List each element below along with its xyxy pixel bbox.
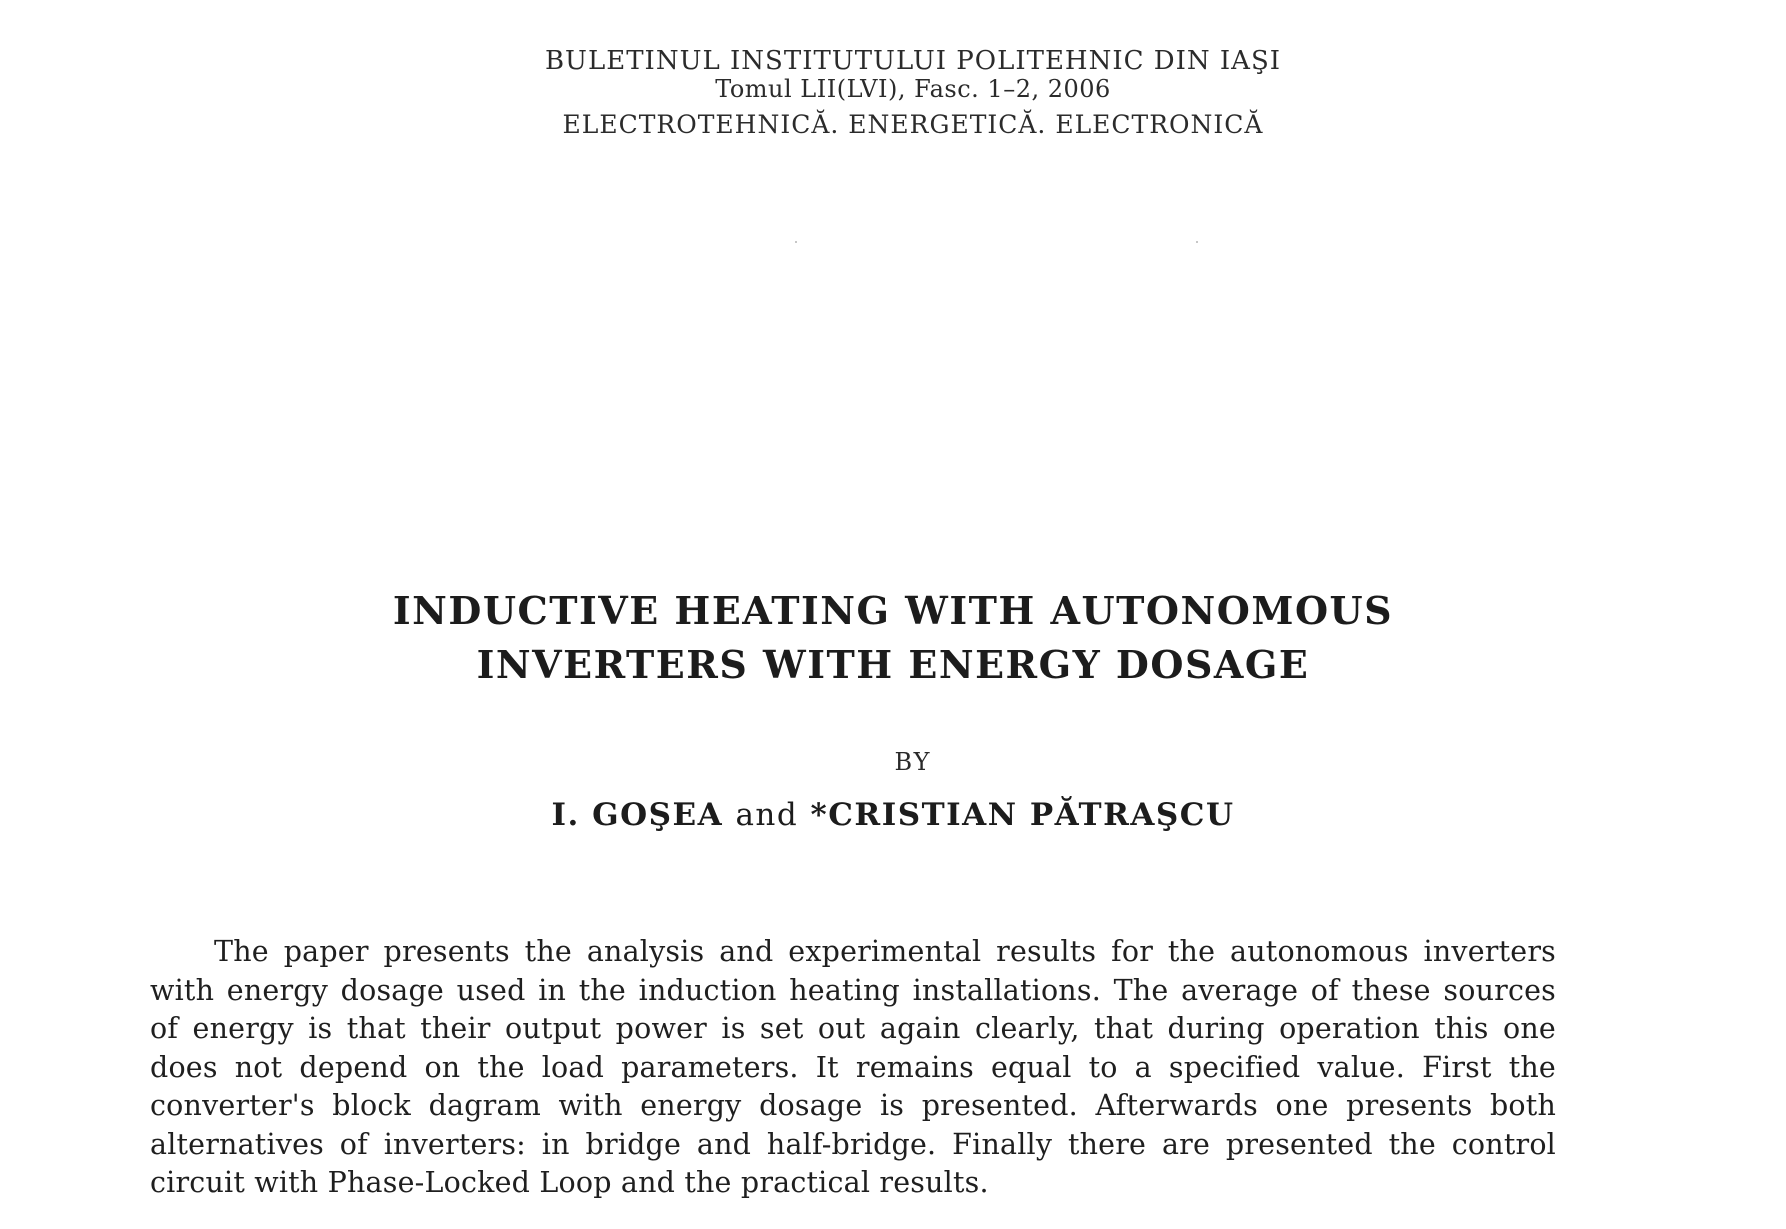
scan-speck: [795, 241, 797, 243]
journal-name: BULETINUL INSTITUTULUI POLITEHNIC DIN IAŞI: [544, 46, 1282, 76]
paper-title-line-1: INDUCTIVE HEATING WITH AUTONOMOUS: [392, 588, 1394, 633]
journal-section: ELECTROTEHNICĂ. ENERGETICĂ. ELECTRONICĂ: [562, 110, 1264, 139]
abstract-line: circuit with Phase-Locked Loop and the practical results.: [150, 1166, 989, 1199]
abstract-line: of energy is that their output power is set out again clearly, that during operation this one: [150, 1012, 1556, 1045]
author-2: *CRISTIAN PĂTRAŞCU: [810, 797, 1235, 833]
author-1: I. GOŞEA: [551, 797, 724, 833]
abstract-line: The paper presents the analysis and experimental results for the autonomous inverters: [214, 935, 1556, 968]
paper-title-line-2: INVERTERS WITH ENERGY DOSAGE: [476, 642, 1310, 687]
author-conjunction: and: [735, 797, 799, 833]
abstract-line: converter's block dagram with energy dosage is presented. Afterwards one presents both: [150, 1089, 1556, 1122]
abstract: [150, 933, 1556, 1203]
abstract-line: does not depend on the load parameters. It remains equal to a specified value. First the: [150, 1050, 1556, 1084]
journal-volume: Tomul LII(LVI), Fasc. 1–2, 2006: [715, 75, 1111, 103]
author-line: [0, 797, 1786, 833]
abstract-line: alternatives of inverters: in bridge and half-bridge. Finally there are presented the control: [150, 1127, 1556, 1161]
by-label: BY: [894, 748, 932, 776]
abstract-line: with energy dosage used in the induction heating installations. The average of these sources: [150, 973, 1556, 1007]
scan-speck: [1196, 241, 1198, 243]
